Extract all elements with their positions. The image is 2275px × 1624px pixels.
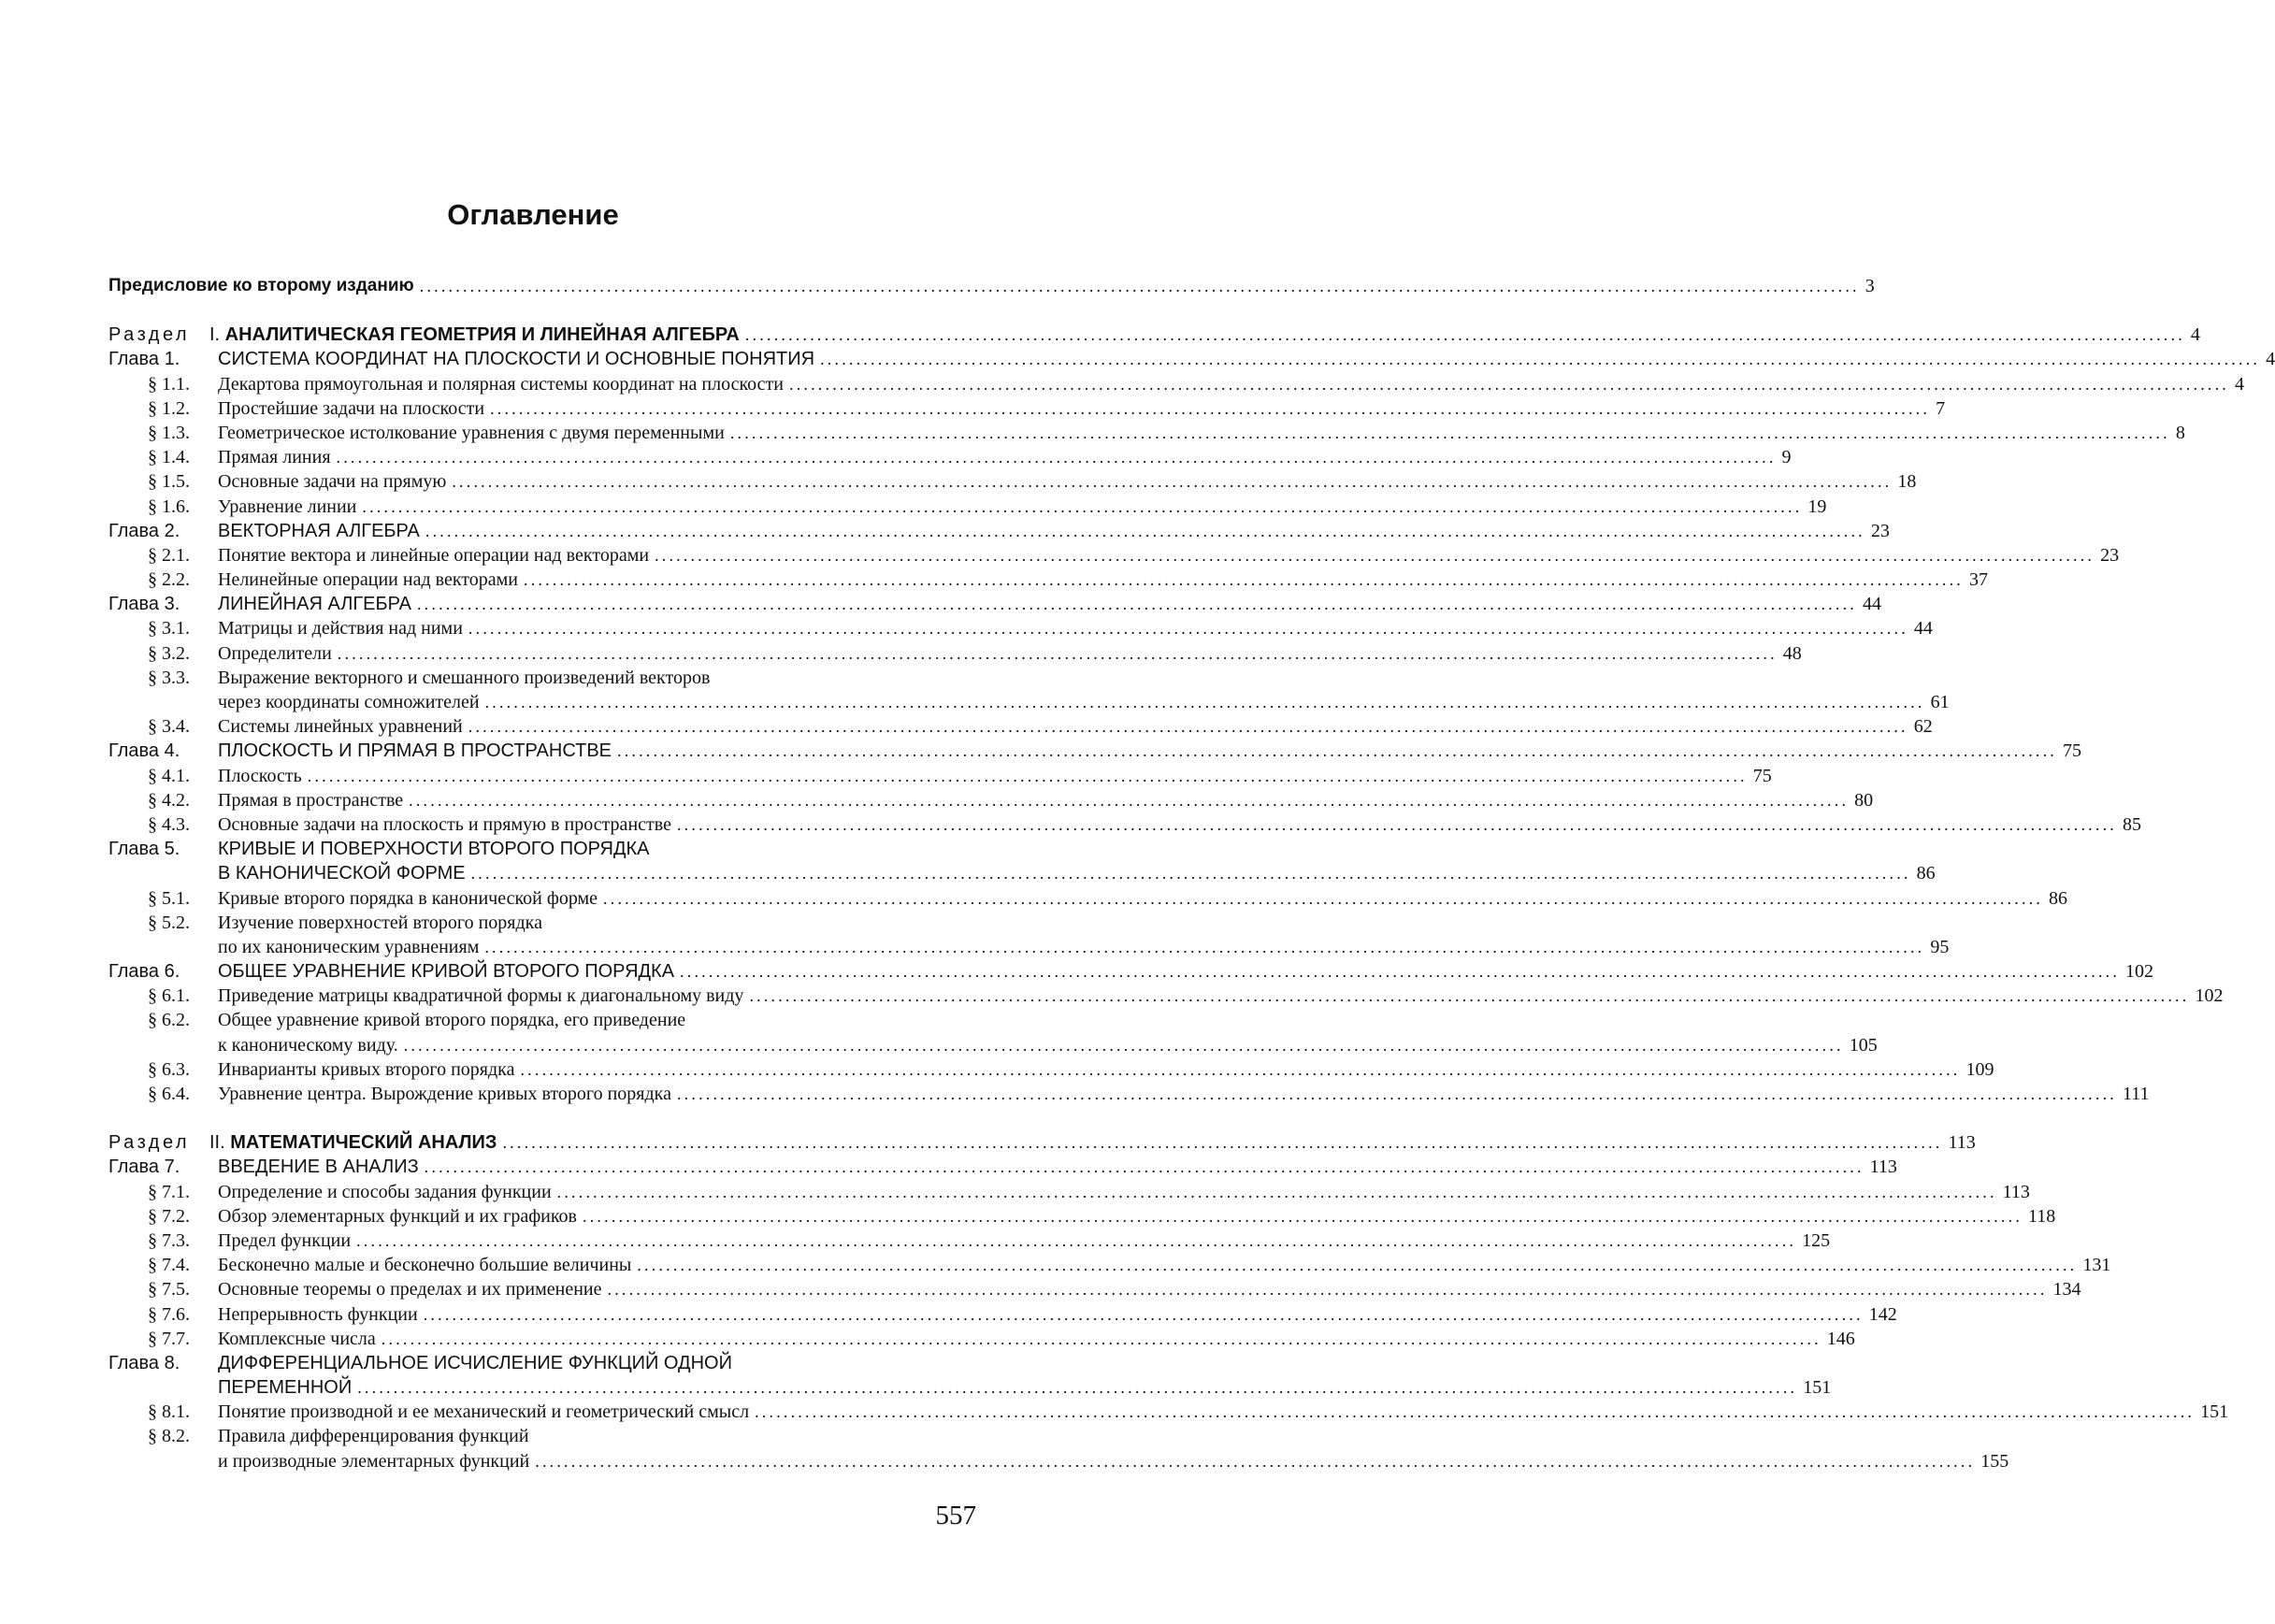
toc-entry-page: 4	[2235, 373, 2244, 395]
dot-leader: ........................................................................................................................................................................................................	[425, 521, 1865, 540]
toc-entry-number: § 3.3.	[148, 667, 190, 688]
toc-section-roman: I.	[209, 324, 225, 346]
toc-entry	[108, 886, 2068, 911]
toc-entry-page: 95	[1930, 936, 1950, 957]
dot-leader: ........................................................................................................................................................................................................	[416, 595, 1857, 614]
dot-leader: ........................................................................................................................................................................................................	[603, 888, 2044, 908]
dot-leader: ........................................................................................................................................................................................................	[676, 814, 2117, 834]
table-of-contents	[108, 274, 2275, 1473]
toc-section-title: МАТЕМАТИЧЕСКИЙ АНАЛИЗ	[230, 1132, 497, 1154]
dot-leader: ........................................................................................................................................................................................................	[484, 693, 1925, 711]
toc-entry	[108, 1375, 1832, 1400]
toc-entry	[108, 543, 2120, 568]
toc-entry-title	[209, 323, 740, 347]
toc-entry	[108, 323, 2200, 347]
toc-entry-title: Непрерывность функции	[218, 1303, 418, 1325]
dot-leader: ........................................................................................................................................................................................................	[617, 741, 2057, 761]
toc-entry-number: Глава 1.	[108, 349, 180, 370]
toc-section-roman: II.	[209, 1132, 231, 1154]
toc-entry-number: § 7.1.	[148, 1181, 190, 1202]
toc-entry-number: § 7.6.	[148, 1303, 190, 1325]
toc-entry-title: через координаты сомножителей	[218, 692, 480, 712]
toc-entry-page: 8	[2175, 422, 2185, 443]
toc-entry-number: § 3.2.	[148, 642, 190, 664]
dot-leader: ........................................................................................................................................................................................................	[680, 962, 2121, 982]
dot-leader: ........................................................................................................................................................................................................	[583, 1206, 2023, 1226]
toc-entry-page: 37	[1969, 569, 1988, 591]
toc-entry-title: Бесконечно малые и бесконечно большие величины	[218, 1255, 632, 1276]
toc-entry-title	[209, 1130, 497, 1155]
dot-leader: ........................................................................................................................................................................................................	[484, 937, 1925, 956]
dot-leader: ........................................................................................................................................................................................................	[419, 277, 1860, 295]
toc-entry	[108, 1449, 2009, 1473]
toc-entry-title: Понятие производной и ее механический и геометрический смысл	[218, 1401, 750, 1423]
toc-entry-title: ПЛОСКОСТЬ И ПРЯМАЯ В ПРОСТРАНСТВЕ	[218, 740, 612, 762]
toc-entry-number: § 2.2.	[148, 569, 190, 591]
toc-entry-title: Плоскость	[218, 765, 302, 786]
toc-entry-number: § 4.3.	[148, 813, 190, 835]
toc-entry	[108, 1130, 1976, 1155]
dot-leader: ........................................................................................................................................................................................................	[789, 374, 2229, 394]
toc-entry-number: Глава 3.	[108, 594, 180, 615]
toc-entry-title: Общее уравнение кривой второго порядка, его приведение	[218, 1010, 686, 1031]
toc-entry	[108, 1400, 2229, 1424]
toc-entry-page: 131	[2082, 1255, 2111, 1276]
toc-entry-title: Инварианты кривых второго порядка	[218, 1058, 515, 1080]
toc-entry-number: Глава 4.	[108, 740, 180, 762]
toc-entry-page: 62	[1913, 716, 1933, 738]
dot-leader: ........................................................................................................................................................................................................	[744, 325, 2185, 345]
toc-entry	[108, 690, 1950, 714]
toc-entry	[108, 1008, 976, 1032]
toc-entry	[108, 469, 1917, 494]
toc-entry-number: § 3.4.	[148, 716, 190, 738]
dot-leader: ........................................................................................................................................................................................................	[381, 1329, 1821, 1348]
toc-entry-page: 23	[2100, 544, 2120, 566]
toc-entry	[108, 1229, 1831, 1253]
toc-entry-number: § 5.2.	[148, 912, 190, 933]
toc-entry-page: 7	[1936, 397, 1946, 419]
dot-leader: ........................................................................................................................................................................................................	[357, 1378, 1798, 1398]
toc-entry-title: Выражение векторного и смешанного произведений векторов	[218, 667, 711, 688]
toc-entry-number: § 1.3.	[148, 422, 190, 443]
toc-entry-page: 86	[2049, 887, 2068, 909]
toc-entry-title: Системы линейных уравнений	[218, 716, 463, 738]
toc-entry-title: Прямая линия	[218, 447, 331, 468]
toc-entry-page: 125	[1802, 1229, 1831, 1251]
toc-entry-page: 109	[1965, 1058, 1994, 1080]
toc-entry-number: Глава 5.	[108, 839, 180, 860]
dot-leader: ........................................................................................................................................................................................................	[729, 423, 2170, 442]
toc-entry-number: Раздел	[108, 324, 191, 346]
toc-entry-title: Понятие вектора и линейные операции над векторами	[218, 544, 650, 566]
toc-entry-number: § 4.2.	[148, 789, 190, 811]
toc-entry-page: 105	[1849, 1034, 1878, 1056]
dot-leader: ........................................................................................................................................................................................................	[337, 643, 1778, 663]
toc-entry-number: Глава 8.	[108, 1352, 180, 1373]
toc-entry-title: ПЕРЕМЕННОЙ	[218, 1377, 353, 1399]
dot-leader: ........................................................................................................................................................................................................	[424, 1157, 1865, 1177]
toc-entry-page: 102	[2125, 961, 2154, 983]
toc-entry-number: § 1.6.	[148, 496, 190, 517]
toc-entry-number: Глава 6.	[108, 961, 180, 983]
toc-entry	[108, 396, 1946, 421]
toc-entry-number: Глава 7.	[108, 1157, 180, 1178]
toc-entry	[108, 641, 1802, 666]
toc-entry-number: § 3.1.	[148, 618, 190, 640]
toc-entry-page: 48	[1782, 642, 1802, 664]
toc-entry-title: ВВЕДЕНИЕ В АНАЛИЗ	[218, 1157, 419, 1178]
toc-entry	[108, 1057, 1994, 1082]
toc-entry-page: 142	[1868, 1303, 1897, 1325]
toc-entry-title: Уравнение линии	[218, 496, 357, 517]
toc-entry-number: § 7.4.	[148, 1255, 190, 1276]
toc-entry	[108, 445, 1792, 469]
toc-entry-title: Уравнение центра. Вырождение кривых второго порядка	[218, 1084, 671, 1104]
toc-entry	[108, 592, 1881, 616]
toc-entry-page: 19	[1807, 496, 1827, 517]
toc-entry-number: § 1.5.	[148, 471, 190, 493]
dot-leader: ........................................................................................................................................................................................................	[403, 1035, 1844, 1055]
toc-entry-title: СИСТЕМА КООРДИНАТ НА ПЛОСКОСТИ И ОСНОВНЫЕ ПОНЯТИЯ	[218, 349, 815, 370]
toc-entry-page: 151	[2200, 1401, 2229, 1423]
toc-entry	[108, 861, 1936, 885]
dot-leader: ........................................................................................................................................................................................................	[336, 448, 1777, 467]
toc-entry	[108, 568, 1988, 592]
toc-entry	[108, 812, 2141, 837]
page-number: 557	[935, 1501, 976, 1531]
toc-entry-page: 134	[2052, 1279, 2081, 1301]
toc-entry	[108, 1180, 2030, 1204]
dot-leader: ........................................................................................................................................................................................................	[307, 766, 1748, 785]
toc-entry	[108, 837, 976, 861]
toc-entry-title: ЛИНЕЙНАЯ АЛГЕБРА	[218, 594, 411, 615]
toc-entry-page: 155	[1980, 1450, 2009, 1472]
toc-entry-page: 75	[1752, 765, 1772, 786]
toc-entry	[108, 421, 2185, 445]
toc-section-title: АНАЛИТИЧЕСКАЯ ГЕОМЕТРИЯ И ЛИНЕЙНАЯ АЛГЕБРА	[224, 324, 740, 346]
dot-leader: ........................................................................................................................................................................................................	[749, 986, 2190, 1006]
toc-entry-number: § 7.7.	[148, 1328, 190, 1349]
toc-entry-title: по их каноническим уравнениям	[218, 936, 480, 957]
toc-entry-number: § 4.1.	[148, 765, 190, 786]
toc-entry	[108, 911, 976, 935]
toc-entry-number: § 1.2.	[148, 397, 190, 419]
toc-entry-page: 4	[2266, 349, 2275, 370]
toc-entry-page: 86	[1916, 863, 1936, 884]
dot-leader: ........................................................................................................................................................................................................	[468, 717, 1908, 737]
toc-entry-page: 4	[2190, 324, 2200, 346]
toc-entry-title: Определение и способы задания функции	[218, 1181, 552, 1202]
toc-entry	[108, 519, 1890, 543]
toc-entry-number: § 7.5.	[148, 1279, 190, 1301]
toc-entry-title: Определители	[218, 642, 332, 664]
toc-entry	[108, 714, 1933, 739]
dot-leader: ........................................................................................................................................................................................................	[502, 1133, 1943, 1153]
toc-entry-number: § 7.2.	[148, 1205, 190, 1227]
toc-entry	[108, 372, 2244, 396]
toc-entry	[108, 764, 1772, 788]
toc-entry-page: 75	[2063, 740, 2081, 762]
toc-entry-number: § 7.3.	[148, 1229, 190, 1251]
toc-entry	[108, 1277, 2081, 1301]
toc-entry-page: 113	[2002, 1181, 2030, 1202]
dot-leader: ........................................................................................................................................................................................................	[676, 1085, 2117, 1103]
toc-entry-title: Основные задачи на плоскость и прямую в пространстве	[218, 813, 671, 835]
dot-leader: ........................................................................................................................................................................................................	[520, 1059, 1961, 1079]
toc-entry-title: Нелинейные операции над векторами	[218, 569, 518, 591]
dot-leader: ........................................................................................................................................................................................................	[452, 472, 1893, 492]
dot-leader: ........................................................................................................................................................................................................	[423, 1304, 1864, 1324]
toc-entry	[108, 1253, 2111, 1277]
toc-entry	[108, 666, 976, 690]
toc-entry	[108, 274, 1875, 298]
toc-entry-number: § 2.1.	[148, 544, 190, 566]
dot-leader: ........................................................................................................................................................................................................	[362, 496, 1803, 516]
toc-entry-title: и производные элементарных функций	[218, 1450, 530, 1472]
toc-entry-number: § 8.1.	[148, 1401, 190, 1423]
dot-leader: ........................................................................................................................................................................................................	[468, 619, 1908, 639]
toc-entry-title: КРИВЫЕ И ПОВЕРХНОСТИ ВТОРОГО ПОРЯДКА	[218, 839, 650, 860]
toc-entry-title: к каноническому виду.	[218, 1034, 398, 1056]
toc-entry-page: 18	[1897, 471, 1917, 493]
toc-entry-page: 3	[1865, 276, 1875, 296]
toc-entry-title: Основные теоремы о пределах и их применение	[218, 1279, 602, 1301]
dot-leader: ........................................................................................................................................................................................................	[490, 398, 1931, 418]
toc-entry-page: 113	[1869, 1157, 1897, 1178]
toc-entry	[108, 1327, 1855, 1351]
toc-entry-number: § 6.1.	[148, 985, 190, 1007]
toc-entry-title: Кривые второго порядка в канонической форме	[218, 887, 598, 909]
toc-entry-title: Матрицы и действия над ними	[218, 618, 463, 640]
dot-leader: ........................................................................................................................................................................................................	[535, 1451, 1976, 1471]
toc-entry	[108, 739, 2081, 763]
toc-entry	[108, 1424, 976, 1448]
toc-entry-title: Декартова прямоугольная и полярная системы координат на плоскости	[218, 373, 784, 395]
toc-entry	[108, 1033, 1878, 1057]
toc-entry-number: § 6.4.	[148, 1084, 190, 1104]
toc-entry-title: Предисловие ко второму изданию	[108, 276, 414, 295]
toc-entry	[108, 616, 1933, 640]
dot-leader: ........................................................................................................................................................................................................	[655, 545, 2095, 565]
toc-entry-page: 118	[2028, 1205, 2056, 1227]
toc-entry	[108, 984, 2224, 1008]
dot-leader: ........................................................................................................................................................................................................	[409, 790, 1850, 810]
toc-entry-title: Прямая в пространстве	[218, 789, 404, 811]
toc-entry	[108, 347, 2275, 371]
toc-entry-number: § 8.2.	[148, 1426, 190, 1447]
toc-entry-page: 85	[2122, 813, 2141, 835]
dot-leader: ........................................................................................................................................................................................................	[607, 1280, 2048, 1300]
toc-entry-page: 44	[1913, 618, 1933, 640]
toc-entry-title: Комплексные числа	[218, 1328, 376, 1349]
toc-entry	[108, 959, 2154, 984]
toc-entry-page: 102	[2195, 985, 2224, 1007]
toc-entry-page: 151	[1803, 1377, 1832, 1399]
toc-entry	[108, 1155, 1897, 1179]
toc-entry	[108, 788, 1874, 812]
toc-entry-number: § 5.1.	[148, 887, 190, 909]
toc-entry-number: § 6.2.	[148, 1010, 190, 1031]
toc-entry	[108, 1351, 976, 1375]
toc-entry-title: В КАНОНИЧЕСКОЙ ФОРМЕ	[218, 863, 466, 884]
toc-entry-page: 9	[1781, 447, 1792, 468]
dot-leader: ........................................................................................................................................................................................................	[556, 1182, 1997, 1201]
dot-leader: ........................................................................................................................................................................................................	[356, 1230, 1797, 1250]
page-title: Оглавление	[447, 198, 619, 231]
toc-entry-title: Предел функции	[218, 1229, 352, 1251]
toc-entry	[108, 1302, 1897, 1327]
toc-entry-title: Приведение матрицы квадратичной формы к диагональному виду	[218, 985, 744, 1007]
toc-entry-title: Геометрическое истолкование уравнения с двумя переменными	[218, 422, 725, 443]
toc-entry-number: § 1.1.	[148, 373, 190, 395]
toc-entry-number: Глава 2.	[108, 520, 180, 541]
toc-entry-title: Правила дифференцирования функций	[218, 1426, 529, 1447]
toc-entry-title: ОБЩЕЕ УРАВНЕНИЕ КРИВОЙ ВТОРОГО ПОРЯДКА	[218, 961, 675, 983]
toc-entry-title: Основные задачи на прямую	[218, 471, 447, 493]
toc-entry-page: 111	[2122, 1084, 2150, 1104]
toc-entry	[108, 495, 1827, 519]
toc-entry	[108, 935, 1950, 959]
toc-entry-page: 113	[1948, 1132, 1976, 1154]
toc-entry-title: Изучение поверхностей второго порядка	[218, 912, 542, 933]
dot-leader: ........................................................................................................................................................................................................	[755, 1402, 2196, 1422]
toc-entry-page: 146	[1826, 1328, 1855, 1349]
toc-entry-title: ВЕКТОРНАЯ АЛГЕБРА	[218, 520, 420, 541]
dot-leader: ........................................................................................................................................................................................................	[524, 570, 1964, 590]
toc-entry	[108, 1082, 2150, 1106]
dot-leader: ........................................................................................................................................................................................................	[637, 1256, 2078, 1275]
dot-leader: ........................................................................................................................................................................................................	[820, 350, 2261, 369]
toc-entry-title: ДИФФЕРЕНЦИАЛЬНОЕ ИСЧИСЛЕНИЕ ФУНКЦИЙ ОДНОЙ	[218, 1352, 732, 1373]
toc-entry-number: Раздел	[108, 1132, 191, 1154]
toc-entry-page: 44	[1862, 594, 1881, 615]
toc-entry-number: § 6.3.	[148, 1058, 190, 1080]
toc-entry-title: Простейшие задачи на плоскости	[218, 397, 485, 419]
toc-entry-page: 61	[1930, 692, 1950, 712]
toc-entry	[108, 1204, 2056, 1229]
toc-entry-number: § 1.4.	[148, 447, 190, 468]
toc-entry-title: Обзор элементарных функций и их графиков	[218, 1205, 578, 1227]
toc-entry-page: 80	[1854, 789, 1874, 811]
dot-leader: ........................................................................................................................................................................................................	[470, 864, 1911, 884]
toc-entry-page: 23	[1870, 520, 1890, 541]
